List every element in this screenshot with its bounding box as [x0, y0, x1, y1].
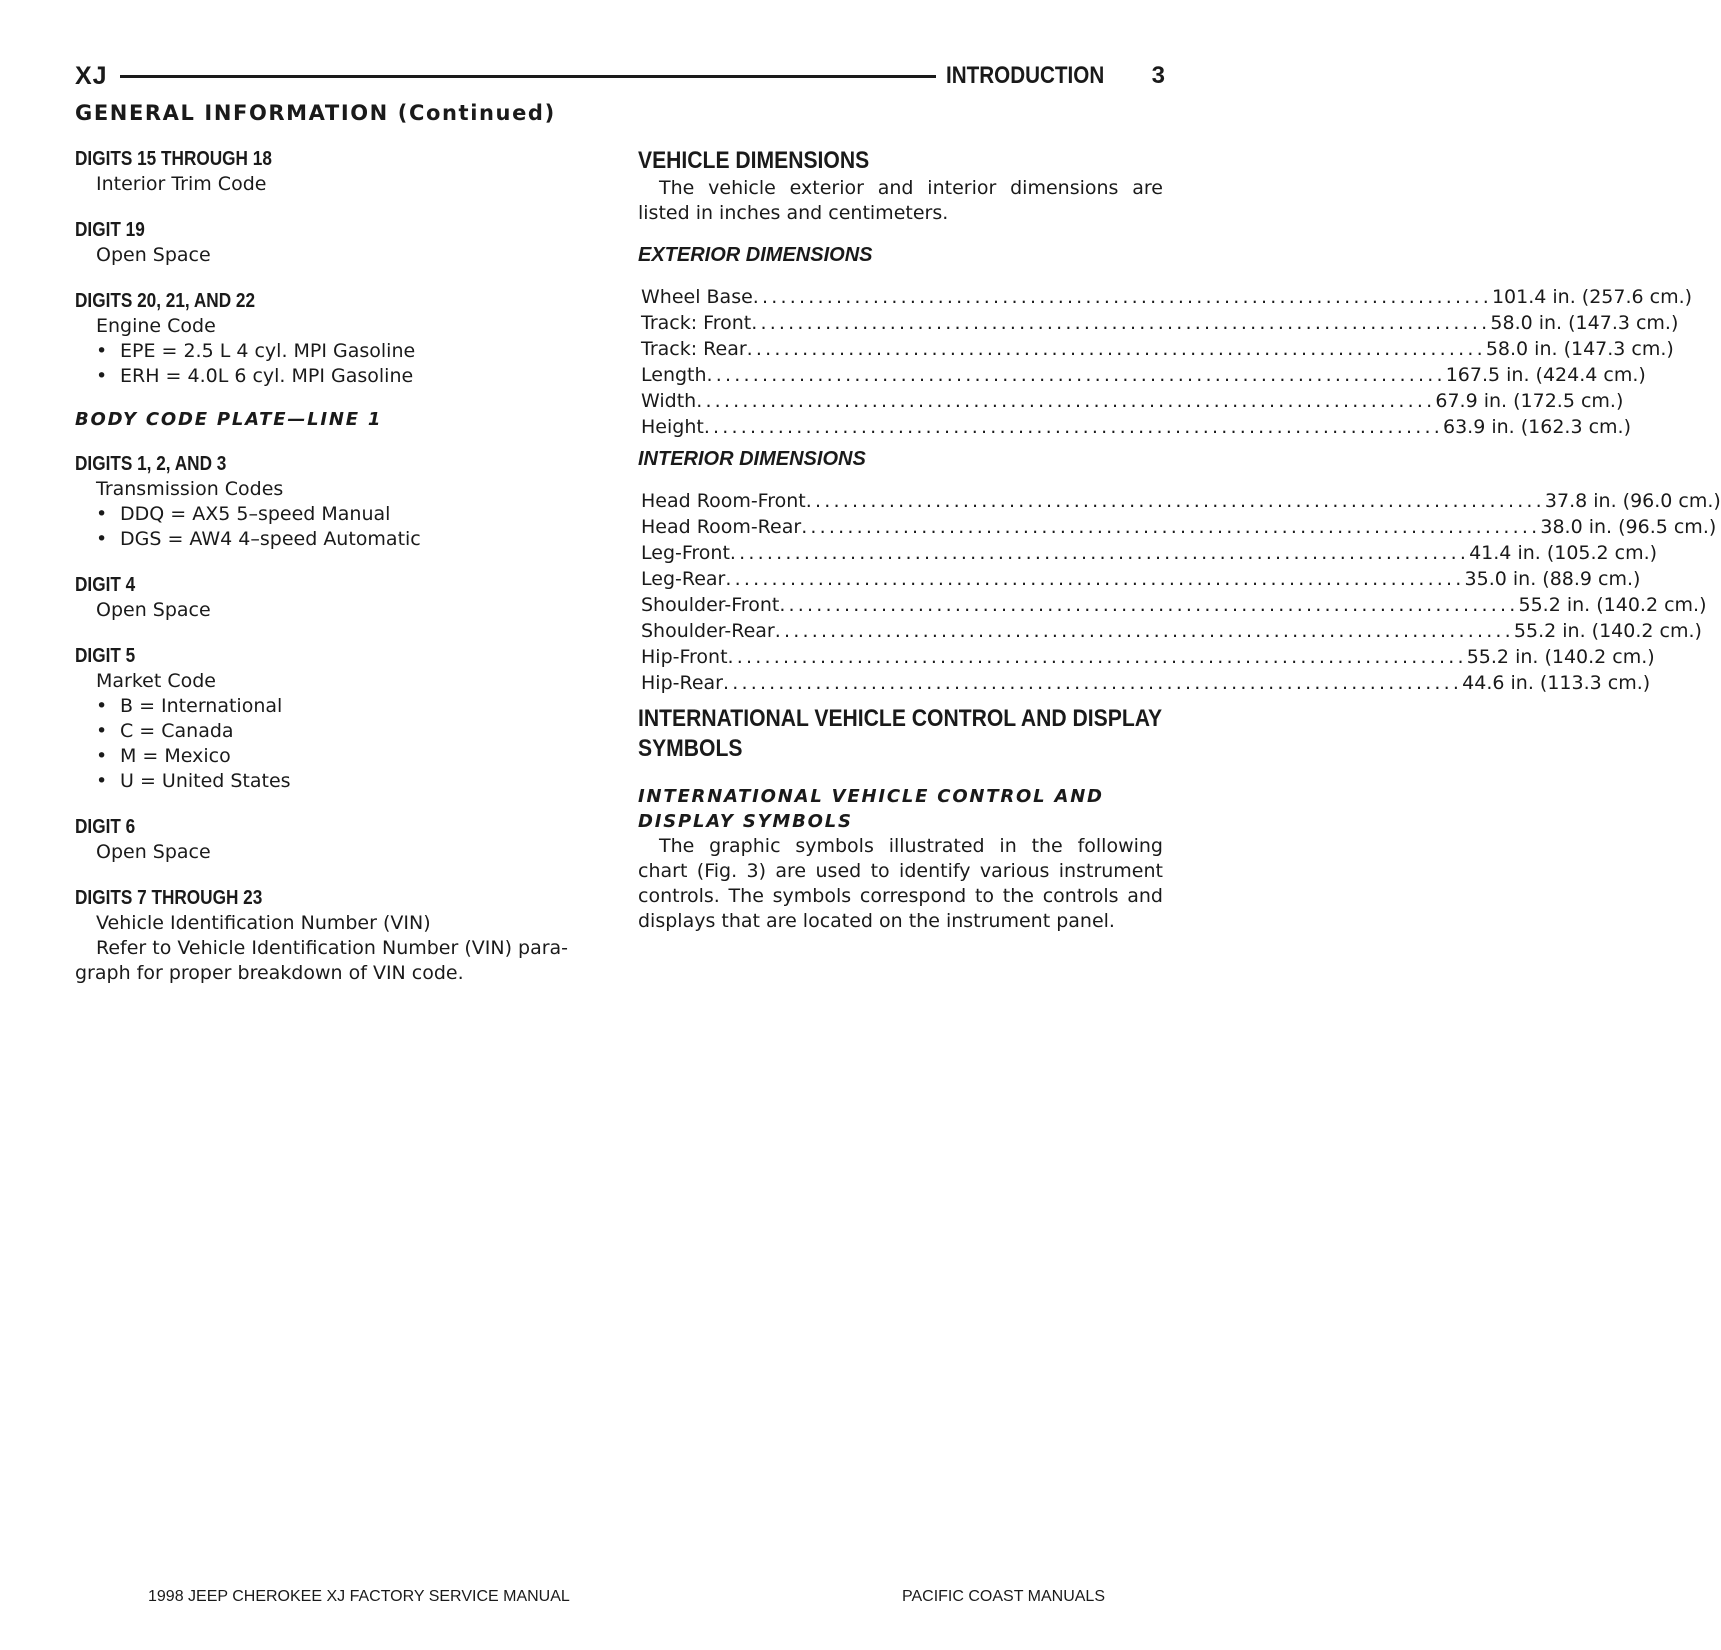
body-code-plate-heading: BODY CODE PLATE—LINE 1 — [75, 409, 383, 430]
digit-19-heading: DIGIT 19 — [75, 219, 145, 241]
digit-5-text: Market Code — [96, 670, 216, 692]
right-column — [638, 146, 1721, 934]
digit-6-block — [75, 814, 605, 865]
dimension-value: 67.9 in. (172.5 cm.) — [1435, 390, 1624, 412]
digit-6-text: Open Space — [96, 841, 211, 863]
digits-1-3-heading: DIGITS 1, 2, AND 3 — [75, 453, 227, 475]
table-row — [638, 488, 1721, 514]
dimension-label: Hip-Front — [641, 646, 728, 668]
dimension-label: Length — [641, 364, 707, 386]
dimension-label: Leg-Rear — [641, 568, 726, 590]
dimension-value: 55.2 in. (140.2 cm.) — [1466, 646, 1655, 668]
list-item-text: U = United States — [120, 770, 291, 792]
dot-leader: ................................................................................ — [805, 490, 1545, 512]
vin-paragraph-line-1: Refer to Vehicle Identification Number (VIN) para- — [96, 937, 569, 959]
digit-4-heading: DIGIT 4 — [75, 574, 136, 596]
dimension-value: 38.0 in. (96.5 cm.) — [1540, 516, 1717, 538]
dot-leader: ................................................................................ — [706, 364, 1446, 386]
footer-right: PACIFIC COAST MANUALS — [902, 1588, 1105, 1605]
table-row — [638, 618, 1702, 644]
dimension-label: Leg-Front — [641, 542, 730, 564]
list-item-text: C = Canada — [120, 720, 234, 742]
table-row — [638, 336, 1674, 362]
list-item: • DGS = AW4 4–speed Automatic — [96, 528, 421, 550]
list-item-text: DGS = AW4 4–speed Automatic — [120, 528, 421, 550]
digits-7-23-heading: DIGITS 7 THROUGH 23 — [75, 887, 263, 909]
dimension-label: Shoulder-Rear — [641, 620, 775, 642]
dimension-label: Wheel Base — [641, 286, 753, 308]
interior-dimensions-table — [638, 488, 1721, 696]
table-row — [638, 644, 1655, 670]
digits-15-18-heading: DIGITS 15 THROUGH 18 — [75, 148, 272, 170]
table-row — [638, 310, 1679, 336]
interior-dimensions-heading: INTERIOR DIMENSIONS — [638, 448, 866, 470]
digit-5-block — [75, 643, 605, 794]
intl-symbols-subheading-line-2: DISPLAY SYMBOLS — [638, 811, 853, 832]
page-header — [75, 58, 1165, 94]
digits-15-18-text: Interior Trim Code — [96, 173, 267, 195]
digit-4-block — [75, 572, 605, 623]
intl-symbols-heading-line-2: SYMBOLS — [638, 735, 743, 762]
digits-1-3-block — [75, 451, 605, 552]
table-row — [638, 566, 1641, 592]
dimension-value: 55.2 in. (140.2 cm.) — [1513, 620, 1702, 642]
digits-15-18-block — [75, 146, 605, 197]
dimension-value: 63.9 in. (162.3 cm.) — [1442, 416, 1631, 438]
digit-4-text: Open Space — [96, 599, 211, 621]
table-row — [638, 284, 1693, 310]
vehicle-dimensions-text: The vehicle exterior and interior dimensions are listed in inches and centimeters. — [638, 177, 1163, 224]
exterior-dimensions-table — [638, 284, 1693, 440]
dimension-label: Head Room-Front — [641, 490, 806, 512]
dot-leader: ................................................................................ — [729, 542, 1470, 564]
digits-7-23-text: Vehicle Identification Number (VIN) — [96, 912, 431, 934]
vehicle-dimensions-heading: VEHICLE DIMENSIONS — [638, 147, 870, 174]
page-number: 3 — [1151, 62, 1165, 89]
header-rule — [120, 75, 936, 78]
chapter-title: INTRODUCTION — [945, 62, 1104, 89]
dimension-label: Height — [641, 416, 704, 438]
list-item: • ERH = 4.0L 6 cyl. MPI Gasoline — [96, 365, 414, 387]
dimension-label: Shoulder-Front — [641, 594, 780, 616]
table-row — [638, 414, 1631, 440]
dimension-value: 37.8 in. (96.0 cm.) — [1544, 490, 1721, 512]
list-item: • DDQ = AX5 5–speed Manual — [96, 503, 391, 525]
table-row — [638, 362, 1646, 388]
intl-symbols-text: The graphic symbols illustrated in the following chart (Fig. 3) are used to identify various instrument controls. The symbols correspond to the controls and displays that are located on the instrument panel. — [638, 835, 1163, 932]
table-row — [638, 514, 1717, 540]
list-item: • M = Mexico — [96, 745, 231, 767]
exterior-dimensions-heading: EXTERIOR DIMENSIONS — [638, 244, 873, 266]
list-item-text: EPE = 2.5 L 4 cyl. MPI Gasoline — [120, 340, 416, 362]
digits-20-22-heading: DIGITS 20, 21, AND 22 — [75, 290, 256, 312]
digits-1-3-text: Transmission Codes — [96, 478, 284, 500]
dimension-value: 167.5 in. (424.4 cm.) — [1445, 364, 1646, 386]
dot-leader: ................................................................................ — [774, 620, 1514, 642]
section-title: GENERAL INFORMATION (Continued) — [75, 101, 556, 125]
dot-leader: ................................................................................ — [779, 594, 1519, 616]
intl-symbols-subheading-line-1: INTERNATIONAL VEHICLE CONTROL AND — [638, 786, 1104, 807]
dot-leader: ................................................................................ — [746, 338, 1486, 360]
digits-20-22-text: Engine Code — [96, 315, 216, 337]
dimension-value: 35.0 in. (88.9 cm.) — [1464, 568, 1641, 590]
dimension-label: Track: Rear — [641, 338, 747, 360]
list-item: • U = United States — [96, 770, 291, 792]
dot-leader: ................................................................................ — [725, 568, 1465, 590]
list-item: • C = Canada — [96, 720, 234, 742]
left-column — [75, 146, 605, 986]
dot-leader: ................................................................................ — [801, 516, 1541, 538]
footer-left: 1998 JEEP CHEROKEE XJ FACTORY SERVICE MANUAL — [148, 1588, 570, 1605]
list-item-text: B = International — [120, 695, 283, 717]
dimension-value: 55.2 in. (140.2 cm.) — [1518, 594, 1707, 616]
dimension-value: 58.0 in. (147.3 cm.) — [1485, 338, 1674, 360]
dimension-label: Head Room-Rear — [641, 516, 802, 538]
table-row — [638, 388, 1624, 414]
digits-20-22-block — [75, 288, 605, 389]
digit-19-block — [75, 217, 605, 268]
dimension-value: 58.0 in. (147.3 cm.) — [1490, 312, 1679, 334]
digits-7-23-block — [75, 885, 605, 986]
digit-19-text: Open Space — [96, 244, 211, 266]
digit-5-heading: DIGIT 5 — [75, 645, 136, 667]
list-item-text: M = Mexico — [120, 745, 231, 767]
table-row — [638, 592, 1707, 618]
dimension-label: Track: Front — [641, 312, 752, 334]
list-item-text: ERH = 4.0L 6 cyl. MPI Gasoline — [120, 365, 414, 387]
intl-symbols-heading-line-1: INTERNATIONAL VEHICLE CONTROL AND DISPLAY — [638, 705, 1163, 732]
table-row — [638, 670, 1651, 696]
list-item-text: DDQ = AX5 5–speed Manual — [120, 503, 391, 525]
dot-leader: ................................................................................ — [696, 390, 1436, 412]
vin-paragraph-line-2: graph for proper breakdown of VIN code. — [75, 962, 464, 984]
list-item: • EPE = 2.5 L 4 cyl. MPI Gasoline — [96, 340, 416, 362]
table-row — [638, 540, 1658, 566]
dimension-label: Hip-Rear — [641, 672, 723, 694]
digit-6-heading: DIGIT 6 — [75, 816, 136, 838]
dimension-label: Width — [641, 390, 697, 412]
dimension-value: 41.4 in. (105.2 cm.) — [1469, 542, 1658, 564]
dot-leader: ................................................................................ — [752, 286, 1492, 308]
list-item: • B = International — [96, 695, 283, 717]
dot-leader: ................................................................................ — [751, 312, 1491, 334]
dot-leader: ................................................................................ — [703, 416, 1443, 438]
dimension-value: 44.6 in. (113.3 cm.) — [1462, 672, 1651, 694]
model-code: XJ — [75, 61, 108, 90]
dot-leader: ................................................................................ — [722, 672, 1463, 694]
dot-leader: ................................................................................ — [727, 646, 1467, 668]
dimension-value: 101.4 in. (257.6 cm.) — [1491, 286, 1693, 308]
